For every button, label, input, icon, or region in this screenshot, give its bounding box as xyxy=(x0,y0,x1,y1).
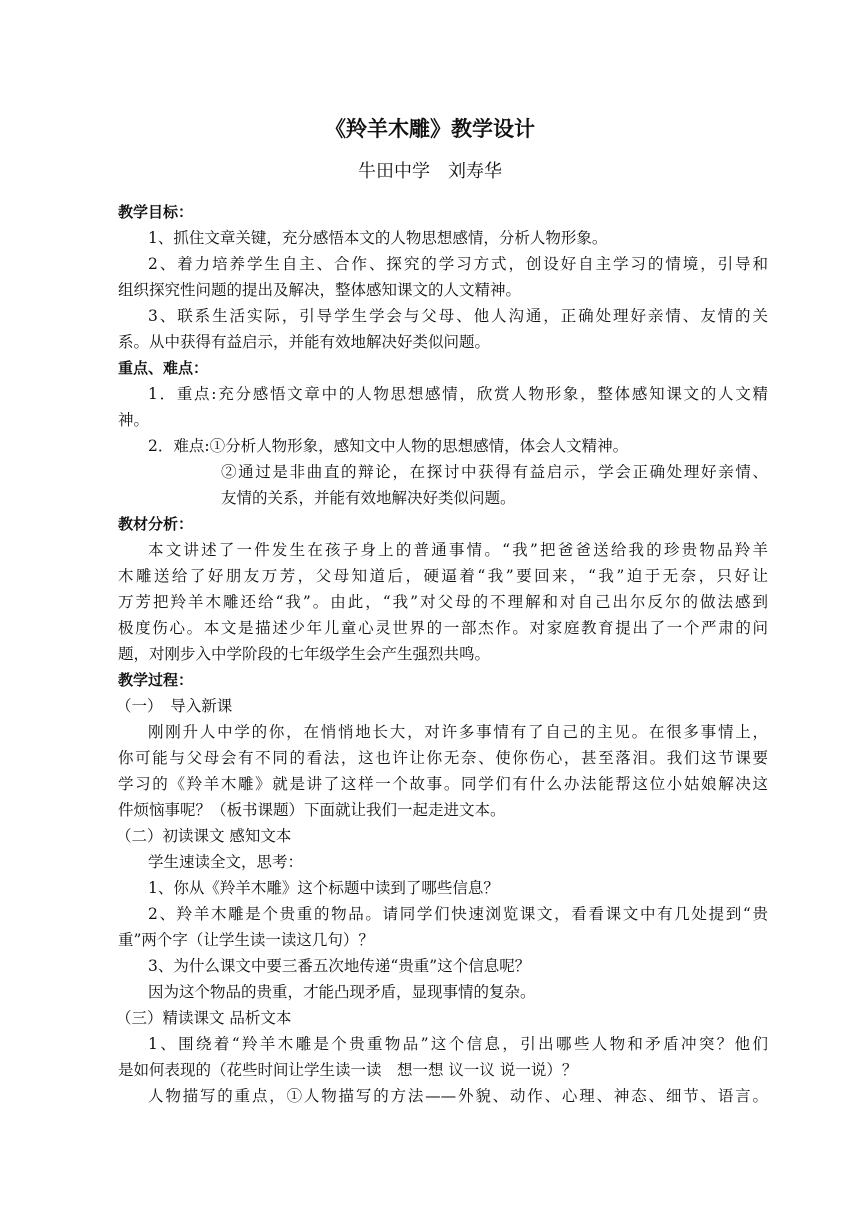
section-heading: （三）精读课文 品析文本 xyxy=(116,1009,292,1027)
process-line: 是如何表现的（花些时间让学生读一读 想一想 议一议 说一说）？ xyxy=(118,1061,578,1079)
key-point-line: ②通过是非曲直的辩论，在探讨中获得有益启示，学会正确处理好亲情、 xyxy=(221,463,768,481)
analysis-line: 极度伤心。本文是描述少年儿童心灵世界的一部杰作。对家庭教育提出了一个严肃的问 xyxy=(118,619,768,637)
objectives-heading: 教学目标： xyxy=(118,203,194,221)
process-line: 人物描写的重点，①人物描写的方法——外貌、动作、心理、神态、细节、语言。 xyxy=(148,1087,768,1105)
analysis-line: 本文讲述了一件发生在孩子身上的普通事情。“我”把爸爸送给我的珍贵物品羚羊 xyxy=(148,541,768,559)
objective-line: 1、抓住文章关键，充分感悟本文的人物思想感情，分析人物形象。 xyxy=(148,229,608,247)
analysis-line: 木雕送给了好朋友万芳，父母知道后，硬逼着“我”要回来，“我”迫于无奈，只好让 xyxy=(118,567,768,585)
document-author: 牛田中学 刘寿华 xyxy=(358,161,502,182)
analysis-line: 题，对刚步入中学阶段的七年级学生会产生强烈共鸣。 xyxy=(118,645,491,663)
analysis-line: 万芳把羚羊木雕还给“我”。由此，“我”对父母的不理解和对自己出尔反尔的做法感到 xyxy=(118,593,768,611)
objective-line: 组织探究性问题的提出及解决，整体感知课文的人文精神。 xyxy=(118,281,522,299)
process-line: 1、你从《羚羊木雕》这个标题中读到了哪些信息？ xyxy=(148,879,499,897)
section-heading: （一） 导入新课 xyxy=(116,697,233,715)
process-heading: 教学过程： xyxy=(118,671,194,689)
objective-line: 系。从中获得有益启示，并能有效地解决好类似问题。 xyxy=(118,333,491,351)
process-line: 因为这个物品的贵重，才能凸现矛盾，显现事情的复杂。 xyxy=(148,983,536,1001)
key-point-line: 2．难点:①分析人物形象，感知文中人物的思想感情，体会人文精神。 xyxy=(148,437,629,455)
process-line: 3、为什么课文中要三番五次地传递“贵重”这个信息呢？ xyxy=(148,957,531,975)
process-line: 重”两个字（让学生读一读这几句）？ xyxy=(118,931,374,949)
key-points-heading: 重点、难点： xyxy=(118,359,209,377)
key-point-line: 友情的关系，并能有效地解决好类似问题。 xyxy=(221,489,516,507)
document-title: 《羚羊木雕》教学设计 xyxy=(325,117,535,141)
process-line: 件烦恼事呢？（板书课题）下面就让我们一起走进文本。 xyxy=(118,801,506,819)
process-line: 学习的《羚羊木雕》就是讲了这样一个故事。同学们有什么办法能帮这位小姑娘解决这 xyxy=(118,775,768,793)
objective-line: 2、着力培养学生自主、合作、探究的学习方式，创设好自主学习的情境，引导和 xyxy=(148,255,768,273)
process-line: 学生速读全文，思考： xyxy=(148,853,304,871)
process-line: 1、围绕着“羚羊木雕是个贵重物品”这个信息，引出哪些人物和矛盾冲突？他们 xyxy=(148,1035,768,1053)
process-line: 刚刚升人中学的你，在悄悄地长大，对许多事情有了自己的主见。在很多事情上， xyxy=(148,723,768,741)
key-point-line: 神。 xyxy=(118,411,150,429)
analysis-heading: 教材分析： xyxy=(118,515,194,533)
process-line: 你可能与父母会有不同的看法，这也许让你无奈、使你伤心，甚至落泪。我们这节课要 xyxy=(118,749,768,767)
process-line: 2、羚羊木雕是个贵重的物品。请同学们快速浏览课文，看看课文中有几处提到“贵 xyxy=(148,905,768,923)
key-point-line: 1．重点:充分感悟文章中的人物思想感情，欣赏人物形象，整体感知课文的人文精 xyxy=(148,385,768,403)
section-heading: （二）初读课文 感知文本 xyxy=(116,827,292,845)
objective-line: 3、联系生活实际，引导学生学会与父母、他人沟通，正确处理好亲情、友情的关 xyxy=(148,307,768,325)
